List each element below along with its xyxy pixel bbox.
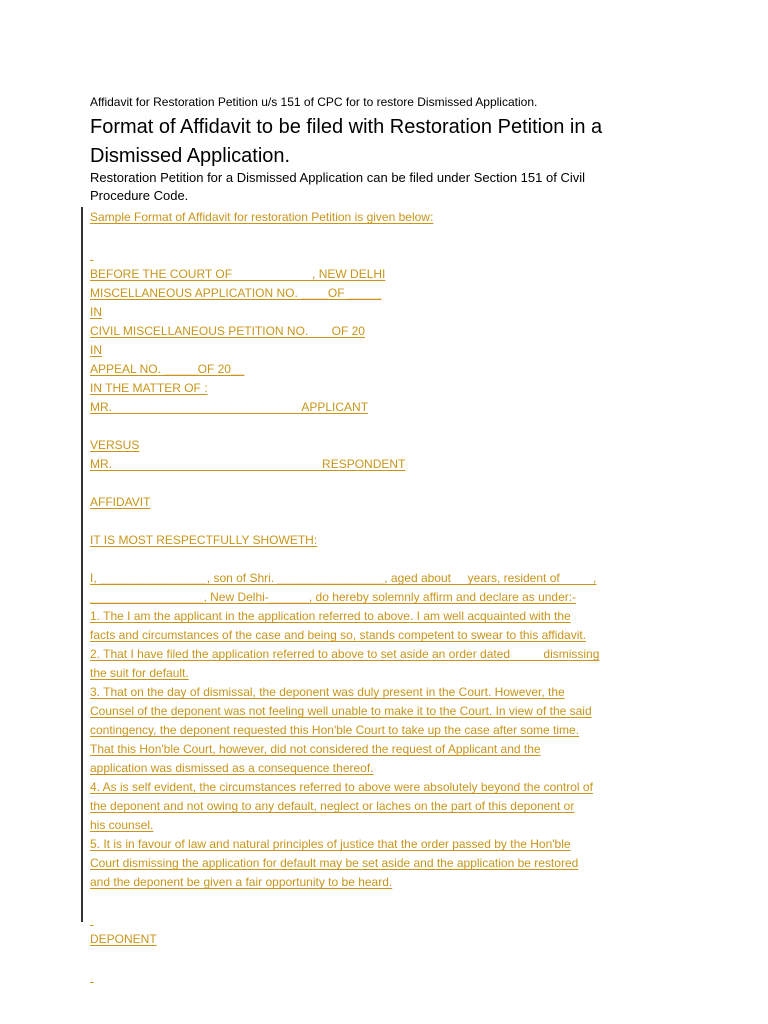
respondent-line: MR. RESPONDENT <box>90 457 406 471</box>
heading-line-2: Dismissed Application. <box>90 145 291 167</box>
misc-application-line: MISCELLANEOUS APPLICATION NO. ____OF _____ <box>90 286 382 300</box>
para-3-line-2: Counsel of the deponent was not feeling well unable to make it to the Court. In view of the said <box>90 704 592 718</box>
para-3-line-3: contingency, the deponent requested this Hon'ble Court to take up the case after some time. <box>90 723 580 737</box>
civil-misc-petition-line: CIVIL MISCELLANEOUS PETITION NO. OF 20 <box>90 324 365 338</box>
para-1-line-1: 1. The I am the applicant in the application referred to above. I am well acquainted with the <box>90 609 571 623</box>
intro-paragraph <box>90 169 650 205</box>
in-line-1: IN <box>90 305 102 319</box>
margin-change-bar <box>81 207 83 922</box>
para-3-line-5: application was dismissed as a consequence thereof. <box>90 761 374 775</box>
affidavit-sample <box>90 208 690 987</box>
versus-line: VERSUS <box>90 438 140 452</box>
document-subtitle: Affidavit for Restoration Petition u/s 151 of CPC for to restore Dismissed Application. <box>90 95 538 109</box>
intro-line-2: Procedure Code. <box>90 188 189 203</box>
para-5-line-3: and the deponent be given a fair opportunity to be heard. <box>90 875 393 889</box>
showeth-line: IT IS MOST RESPECTFULLY SHOWETH: <box>90 533 318 547</box>
para-5-line-1: 5. It is in favour of law and natural principles of justice that the order passed by the Hon'ble <box>90 837 571 851</box>
para-2-line-1: 2. That I have filed the application referred to above to set aside an order dated dismissing <box>90 647 600 661</box>
intro-line-1: Restoration Petition for a Dismissed Application can be filed under Section 151 of Civil <box>90 170 585 185</box>
para-1-line-2: facts and circumstances of the case and being so, stands competent to swear to this affidavit. <box>90 628 587 642</box>
appeal-line: APPEAL NO. _____OF 20__ <box>90 362 245 376</box>
heading-line-1: Format of Affidavit to be filed with Restoration Petition in a <box>90 116 603 138</box>
declaration-line-2: _________________, New Delhi-______, do hereby solemnly affirm and declare as under:- <box>90 590 577 604</box>
court-line: BEFORE THE COURT OF , NEW DELHI <box>90 267 386 281</box>
applicant-line: MR. APPLICANT <box>90 400 369 414</box>
document-heading <box>90 113 710 171</box>
para-3-line-1: 3. That on the day of dismissal, the deponent was duly present in the Court. However, the <box>90 685 565 699</box>
para-4-line-2: the deponent and not owing to any default, neglect or laches on the part of this deponent or <box>90 799 575 813</box>
in-line-2: IN <box>90 343 102 357</box>
declaration-line-1: I, ________________, son of Shri. ________________, aged about years, resident of , <box>90 571 597 585</box>
blank-line <box>90 246 690 265</box>
affidavit-title: AFFIDAVIT <box>90 495 151 509</box>
deponent-label: DEPONENT <box>90 932 157 946</box>
matter-line: IN THE MATTER OF : <box>90 381 208 395</box>
blank-line <box>90 968 690 987</box>
blank-line <box>90 911 690 930</box>
para-4-line-1: 4. As is self evident, the circumstances referred to above were absolutely beyond the control of <box>90 780 593 794</box>
para-2-line-2: the suit for default. <box>90 666 189 680</box>
para-4-line-3: his counsel. <box>90 818 154 832</box>
para-3-line-4: That this Hon'ble Court, however, did not considered the request of Applicant and the <box>90 742 541 756</box>
para-5-line-2: Court dismissing the application for default may be set aside and the application be restored <box>90 856 579 870</box>
sample-intro: Sample Format of Affidavit for restoration Petition is given below: <box>90 210 434 224</box>
